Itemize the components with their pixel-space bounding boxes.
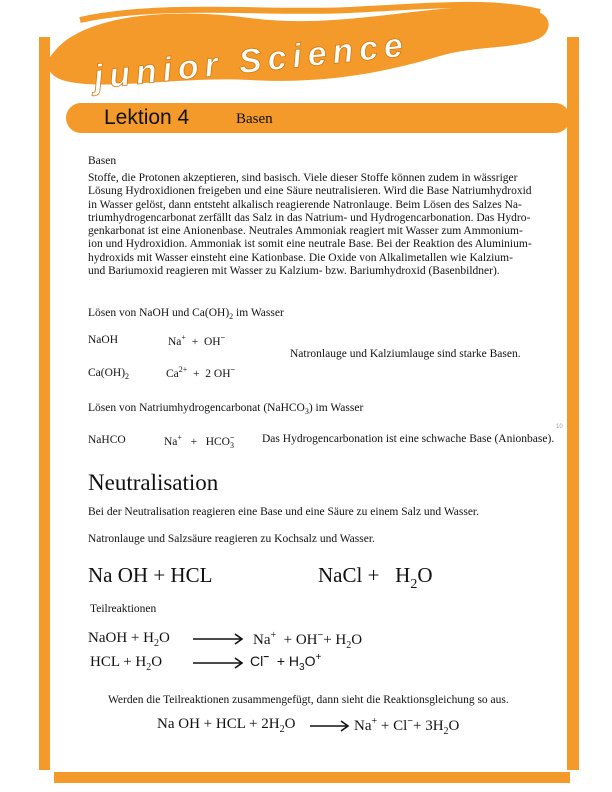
intro-paragraph	[88, 172, 558, 278]
frame-left-bar	[39, 37, 50, 770]
neutralisation-title: Neutralisation	[88, 470, 219, 495]
hydrogencarbonate-heading: Lösen von Natriumhydrogencarbonat (NaHCO$_3$) im Wasser	[88, 402, 364, 416]
reaction2-right: $Ca^{2+} + 2$ OH−	[166, 365, 236, 380]
neutralisation-line1: Bei der Neutralisation reagieren eine Base und eine Säure zu einem Salz und Wasser.	[88, 506, 479, 518]
reaction1-left: NaOH	[88, 334, 119, 346]
intro-line: und Bariumoxid reagieren mit Wasser zu Kalzium- bzw. Bariumhydroxid (Basenbildner).	[88, 265, 500, 278]
intro-line: triumhydrogencarbonat zerfällt das Salz in das Natrium- und Hydrogencarbonation. Das Hydro-	[88, 211, 531, 224]
reaction2-left: $Ca(OH)_2$	[88, 367, 130, 381]
intro-line: Stoffe, die Protonen akzeptieren, sind basisch. Viele dieser Stoffe können zudem in wässriger	[88, 172, 518, 184]
partial1-arrow	[193, 632, 245, 646]
junior-science-logo	[40, 0, 560, 100]
partial1-right: $Na^+ + OH^-+ H_2O$	[253, 630, 363, 651]
intro-line: hydroxids mit Wasser einsteht eine Kationbase. Die Oxide von Alkalimetallen wie Kalzium-	[88, 251, 513, 264]
intro-line: ion und Hydroxidion. Ammoniak ist somit eine neutrale Base. Bei der Reaktion des Aluminium-	[88, 238, 532, 251]
page-number: 10	[556, 424, 563, 430]
partial2-arrow	[193, 656, 245, 670]
lesson-topic: Basen	[236, 111, 273, 127]
big-equation-left: Na OH + HCL	[88, 563, 213, 587]
logo-text: junior Science	[91, 25, 411, 97]
partial2-right: $Cl^- + H_3O^+$	[250, 652, 322, 673]
hco-reaction-left: NaHCO	[88, 434, 126, 446]
intro-heading: Basen	[88, 155, 117, 167]
final-equation-left: Na OH + HCL + $2H_2O$	[157, 716, 296, 735]
intro-line: genkarbonat ist eine Anionenbase. Neutrales Ammoniak reagiert mit Wasser zum Ammonium-	[88, 225, 523, 238]
big-equation-right: NaCl + $H_2O$	[318, 563, 433, 592]
combined-text: Werden die Teilreaktionen zusammengefügt, dann sieht die Reaktionsgleichung so aus.	[108, 694, 509, 706]
partial-reactions-heading: Teilreaktionen	[90, 603, 157, 615]
partial1-left: NaOH + $H_2O$	[88, 630, 170, 649]
neutralisation-line2: Natronlauge und Salzsäure reagieren zu Kochsalz und Wasser.	[88, 533, 375, 545]
dissolve-heading: Lösen von NaOH und $Ca(OH)_2$ im Wasser	[88, 307, 284, 321]
intro-line: Lösung Hydroxidionen freigeben und eine Säure neutralisieren. Wird die Base Natriumhydroxid	[88, 185, 532, 198]
intro-line: in Wasser gelöst, dann entsteht alkalisch reagierende Natronlauge. Beim Lösen des Salzes Na-	[88, 198, 522, 211]
dissolve-note: Natronlauge und Kalziumlauge sind starke Basen.	[290, 348, 521, 360]
frame-right-bar	[567, 37, 579, 770]
final-arrow	[310, 719, 350, 733]
frame-bottom-bar	[54, 772, 570, 783]
final-equation-right: $Na^+ + Cl^-+ 3H_2O$	[354, 716, 460, 737]
reaction1-right: Na+ + OH−	[168, 333, 226, 348]
lesson-label: Lektion 4	[104, 106, 190, 129]
hco-reaction-right: Na+ + $HCO_3^-$	[164, 433, 235, 450]
hco-note: Das Hydrogencarbonation ist eine schwache Base (Anionbase).	[262, 433, 555, 445]
partial2-left: HCL + $H_2O$	[90, 654, 163, 673]
